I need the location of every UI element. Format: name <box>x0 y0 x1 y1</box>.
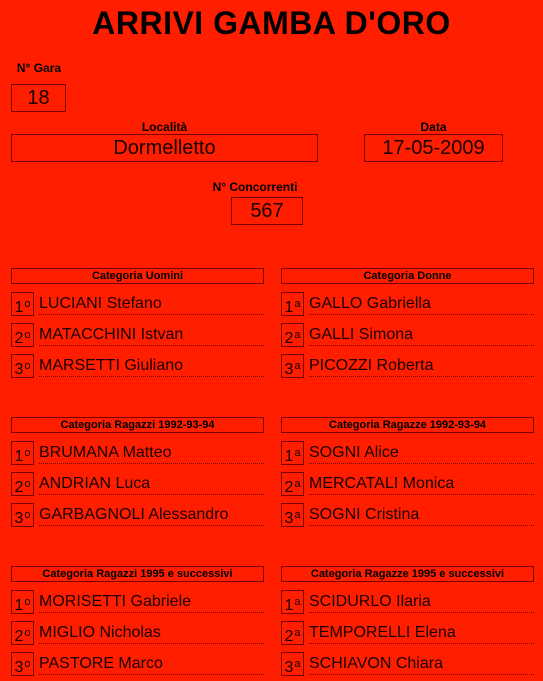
position-box: 2$^a$ <box>281 472 304 496</box>
concorrenti-label: N° Concorrenti <box>212 180 298 194</box>
list-item <box>11 472 264 496</box>
position-box: 3$^o$ <box>11 354 34 378</box>
athlete-name: TEMPORELLI Elena <box>309 621 534 644</box>
data-label: Data <box>420 120 447 134</box>
position-box: 1$^a$ <box>281 441 304 465</box>
list-item <box>11 503 264 527</box>
athlete-name: ANDRIAN Luca <box>39 472 264 495</box>
athlete-name: MORISETTI Gabriele <box>39 590 264 613</box>
localita-field: Dormelletto <box>11 134 318 162</box>
position-box: 3$^o$ <box>11 503 34 527</box>
position-box: 3$^a$ <box>281 652 304 676</box>
list-item <box>11 323 264 347</box>
list-item <box>281 472 534 496</box>
list-item <box>11 621 264 645</box>
category-title: Categoria Ragazzi 1995 e successivi <box>11 566 264 582</box>
athlete-name: MARSETTI Giuliano <box>39 354 264 377</box>
list-item <box>281 590 534 614</box>
position-box: 3$^o$ <box>11 652 34 676</box>
position-box: 1$^o$ <box>11 590 34 614</box>
position-box: 1$^a$ <box>281 590 304 614</box>
athlete-name: MERCATALI Monica <box>309 472 534 495</box>
list-item <box>281 292 534 316</box>
athlete-name: GALLI Simona <box>309 323 534 346</box>
position-box: 1$^o$ <box>11 292 34 316</box>
position-box: 2$^o$ <box>11 621 34 645</box>
list-item <box>11 590 264 614</box>
category-title: Categoria Ragazzi 1992-93-94 <box>11 417 264 433</box>
category-title: Categoria Donne <box>281 268 534 284</box>
athlete-name: SCHIAVON Chiara <box>309 652 534 675</box>
position-box: 3$^a$ <box>281 354 304 378</box>
athlete-name: MIGLIO Nicholas <box>39 621 264 644</box>
category-title: Categoria Ragazze 1995 e successivi <box>281 566 534 582</box>
position-box: 1$^a$ <box>281 292 304 316</box>
position-box: 2$^a$ <box>281 323 304 347</box>
category-title: Categoria Ragazze 1992-93-94 <box>281 417 534 433</box>
list-item <box>281 652 534 676</box>
athlete-name: MATACCHINI Istvan <box>39 323 264 346</box>
gara-field: 18 <box>11 84 66 112</box>
athlete-name: GARBAGNOLI Alessandro <box>39 503 264 526</box>
position-box: 2$^a$ <box>281 621 304 645</box>
category-title: Categoria Uomini <box>11 268 264 284</box>
list-item <box>281 323 534 347</box>
list-item <box>281 441 534 465</box>
athlete-name: SOGNI Alice <box>309 441 534 464</box>
list-item <box>281 621 534 645</box>
localita-label: Località <box>141 120 188 134</box>
position-box: 2$^o$ <box>11 323 34 347</box>
data-field: 17-05-2009 <box>364 134 503 162</box>
athlete-name: LUCIANI Stefano <box>39 292 264 315</box>
gara-label: N° Gara <box>16 61 62 75</box>
position-box: 3$^a$ <box>281 503 304 527</box>
list-item <box>281 503 534 527</box>
list-item <box>11 441 264 465</box>
list-item <box>11 292 264 316</box>
page-title: ARRIVI GAMBA D'ORO <box>92 5 451 41</box>
position-box: 1$^o$ <box>11 441 34 465</box>
list-item <box>11 652 264 676</box>
concorrenti-field: 567 <box>231 197 303 225</box>
athlete-name: SCIDURLO Ilaria <box>309 590 534 613</box>
athlete-name: SOGNI Cristina <box>309 503 534 526</box>
list-item <box>281 354 534 378</box>
athlete-name: BRUMANA Matteo <box>39 441 264 464</box>
position-box: 2$^o$ <box>11 472 34 496</box>
athlete-name: PASTORE Marco <box>39 652 264 675</box>
athlete-name: GALLO Gabriella <box>309 292 534 315</box>
athlete-name: PICOZZI Roberta <box>309 354 534 377</box>
list-item <box>11 354 264 378</box>
